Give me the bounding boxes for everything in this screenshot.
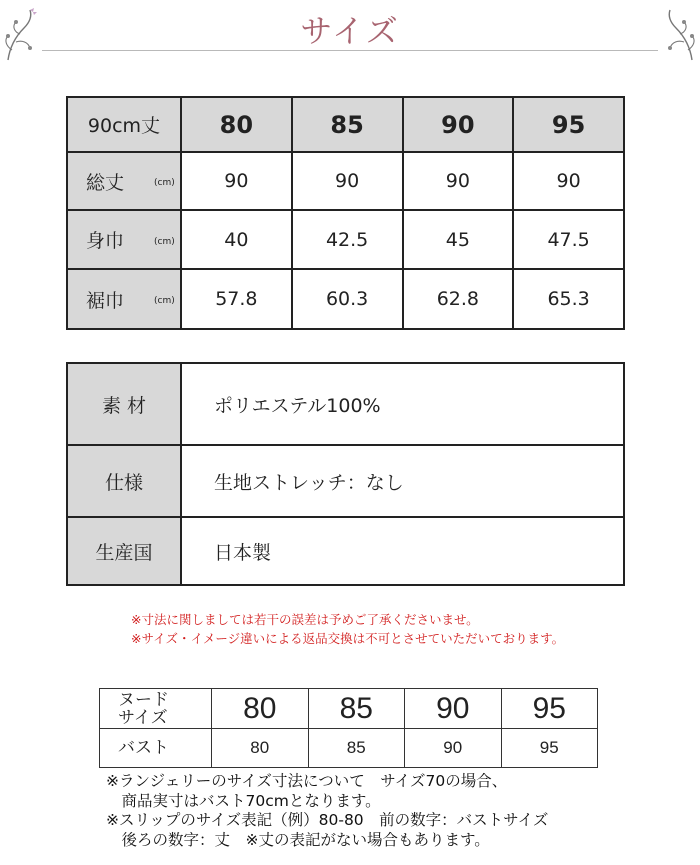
caution-note: ※サイズ・イメージ違いによる返品交換は不可とさせていただいております。 xyxy=(131,631,565,646)
spec-label: 仕様 xyxy=(67,445,181,517)
row-label-cell xyxy=(67,269,181,329)
table-row xyxy=(67,269,624,329)
size-header-cell: 85 xyxy=(292,97,403,152)
table-row xyxy=(67,152,624,210)
footer-note: 後ろの数字：丈 ※丈の表記がない場合もあります。 xyxy=(106,830,490,849)
footer-note: 商品実寸はバスト70cmとなります。 xyxy=(106,791,381,810)
caution-note: ※寸法に関しましては若干の誤差は予めご了承くださいませ。 xyxy=(131,612,479,627)
nude-size-table xyxy=(99,688,598,768)
size-header-cell: 90 xyxy=(405,689,502,729)
table-cell: 40 xyxy=(181,210,292,269)
size-header-cell: 85 xyxy=(308,689,405,729)
size-header-cell: 90 xyxy=(403,97,514,152)
footer-notes xyxy=(106,772,548,850)
table-row xyxy=(100,689,598,729)
table-cell: 62.8 xyxy=(403,269,514,329)
table-cell: 90 xyxy=(405,729,502,768)
footer-note: ※ランジェリーのサイズ寸法について サイズ70の場合、 xyxy=(106,772,508,790)
spec-value: ポリエステル100% xyxy=(181,363,624,445)
footer-note: ※スリップのサイズ表記（例）80-80 前の数字：バストサイズ xyxy=(106,811,549,829)
row-label-cell xyxy=(67,152,181,210)
row-label: 裾巾 xyxy=(86,289,125,312)
floral-ornament-left-icon xyxy=(2,6,42,64)
size-table-header-label: 90cm丈 xyxy=(67,97,181,152)
size-header-cell: 95 xyxy=(513,97,624,152)
size-header-cell: 80 xyxy=(212,689,309,729)
table-cell: 60.3 xyxy=(292,269,403,329)
row-label-cell xyxy=(67,210,181,269)
unit-label: (cm) xyxy=(154,236,175,247)
floral-ornament-right-icon xyxy=(658,6,698,64)
nude-size-label xyxy=(100,689,212,729)
table-cell: 95 xyxy=(501,729,598,768)
row-label: 総丈 xyxy=(86,171,125,194)
table-cell: 65.3 xyxy=(513,269,624,329)
table-cell: 90 xyxy=(292,152,403,210)
table-row xyxy=(67,363,624,445)
table-cell: 85 xyxy=(308,729,405,768)
table-row xyxy=(67,445,624,517)
spec-label: 素 材 xyxy=(67,363,181,445)
table-row xyxy=(67,517,624,585)
size-table xyxy=(66,96,625,330)
table-cell: 47.5 xyxy=(513,210,624,269)
spec-table xyxy=(66,362,625,586)
size-header-cell: 80 xyxy=(181,97,292,152)
size-header-cell: 95 xyxy=(501,689,598,729)
header-divider xyxy=(42,50,658,51)
row-label: 身巾 xyxy=(86,230,125,252)
page-title: サイズ xyxy=(300,12,400,50)
spec-value: 日本製 xyxy=(181,517,624,585)
table-cell: 90 xyxy=(403,152,514,210)
table-cell: 57.8 xyxy=(181,269,292,329)
unit-label: (cm) xyxy=(154,296,175,306)
caution-notes xyxy=(131,610,564,648)
nude-size-label-line: サイズ xyxy=(118,707,168,727)
table-row xyxy=(100,729,598,768)
table-row xyxy=(67,210,624,269)
spec-label: 生産国 xyxy=(67,517,181,585)
table-cell: 42.5 xyxy=(292,210,403,269)
table-cell: 90 xyxy=(513,152,624,210)
bust-label: バスト xyxy=(100,729,212,768)
table-cell: 80 xyxy=(212,729,309,768)
table-cell: 90 xyxy=(181,152,292,210)
nude-size-label-line: ヌード xyxy=(118,689,169,709)
table-cell: 45 xyxy=(403,210,514,269)
spec-value: 生地ストレッチ：なし xyxy=(181,445,624,517)
unit-label: (cm) xyxy=(154,178,175,188)
